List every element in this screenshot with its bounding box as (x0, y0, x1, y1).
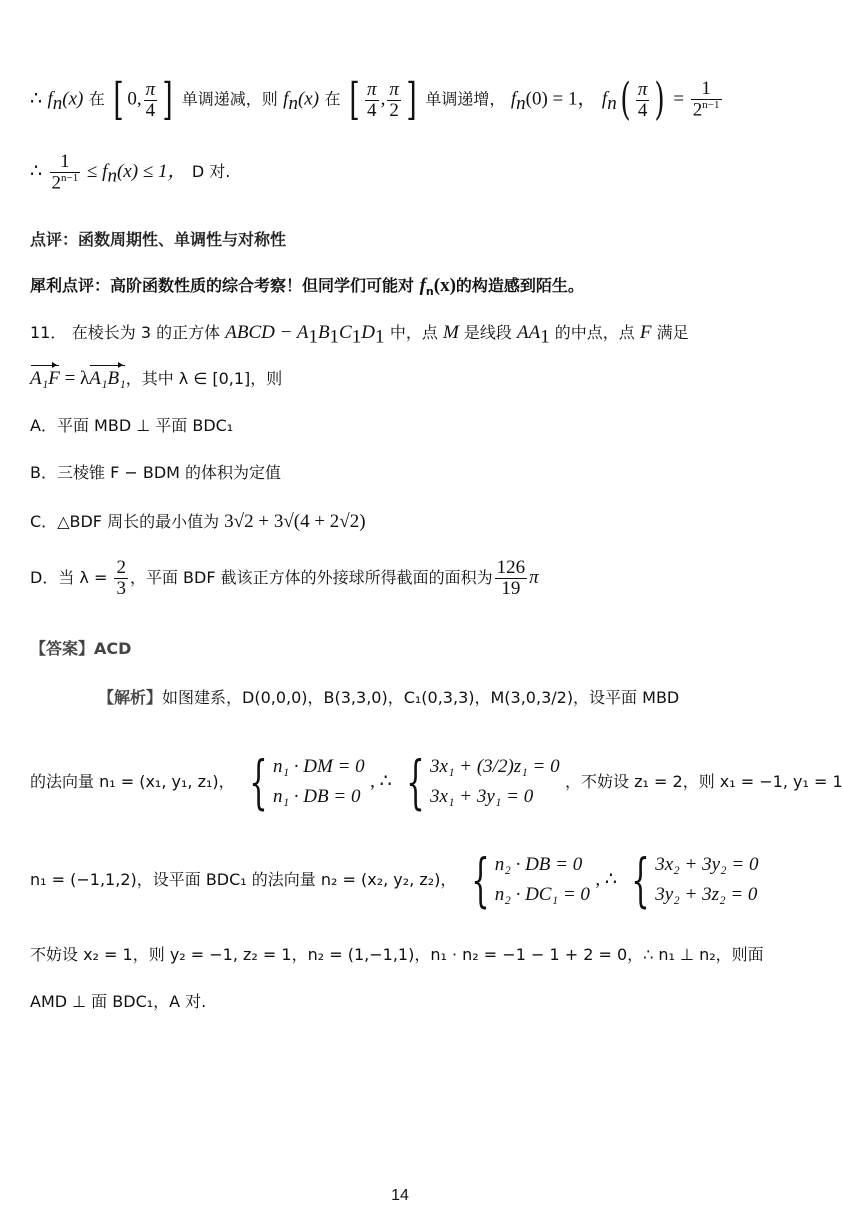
sharp-comment: 犀利点评：高阶函数性质的综合考察！但同学们可能对 $f_n(x)$的构造感到陌生。 (30, 275, 584, 299)
comment-heading: 点评：函数周期性、单调性与对称性 (30, 230, 287, 249)
fraction-pi-over-4: $\frac{\pi}{4}$ (145, 78, 156, 121)
page-number: 14 (391, 1187, 409, 1204)
d-correct-text: D 对. (191, 162, 231, 182)
option-d: D．当 λ = $\frac{2}{3}$ ，平面 BDF 截该正方体的外接球所得截面的面积为 $\frac{126}{19}$ π (30, 557, 539, 599)
answer-label: 【答案】ACD (30, 639, 132, 658)
analysis-line-1: 【解析】如图建系，D(0,0,0)，B(3,3,0)，C₁(0,3,3)，M(3,0,3/2)，设平面 MBD (98, 688, 680, 707)
question-11-line-2: A₁F = λA₁B₁，其中 λ ∈ [0,1]，则 (30, 368, 283, 389)
vector-a1b1: A₁B₁ (89, 368, 126, 389)
question-number: 11． (30, 323, 67, 342)
fraction-2-over-3: $\frac{2}{3}$ (116, 557, 126, 599)
fraction-pi-over-2: $\frac{\pi}{2}$ (389, 78, 399, 121)
analysis-line-2: 的法向量 n₁ = (x₁, y₁, z₁)， { n₁ · DM = 0 n₁ · DB = 0 , ∴ { 3x₁ + (3/2)z₁ = 0 3x₁ + 3y₁ = 0 ，不妨设 z₁ = 2，则 x₁ = −1, y₁ = 1 (30, 748, 843, 817)
fraction-1-over-2-pow: $\frac{1}{2^{n-1}}$ (692, 78, 720, 121)
equation-system-3: n₂ · DB = 0 n₂ · DC₁ = 0 (494, 854, 590, 906)
vector-a1f: A₁F (30, 368, 60, 389)
prev-solution-line-1: ∴ $f_n(x)$ 在 [ 0, $\frac{\pi}{4}$ ] 单调递减，则 $f_n(x)$ 在 [ $\frac{\pi}{4}$ , $\frac{\pi}{2}$ ] 单调递增， $f_n(0) = 1$， $f_n$( $\frac{\pi}{4}$ ) = $\frac{1}{2^{n-1}}$ (30, 74, 720, 125)
equation-system-4: 3x₂ + 3y₂ = 0 3y₂ + 3z₂ = 0 (655, 854, 759, 906)
fraction-1-over-2-pow: $\frac{1}{2^{n-1}}$ (51, 151, 79, 194)
fraction-pi-over-4: $\frac{\pi}{4}$ (367, 78, 377, 121)
analysis-line-3: n₁ = (−1,1,2)，设平面 BDC₁ 的法向量 n₂ = (x₂, y₂, z₂)， { n₂ · DB = 0 n₂ · DC₁ = 0 , ∴ { 3x₂ + 3y₂ = 0 3y₂ + 3z₂ = 0 (30, 846, 759, 915)
option-a: A．平面 MBD ⊥ 平面 BDC₁ (30, 416, 234, 435)
perimeter-formula: 3√2 + 3√(4 + 2√2) (224, 511, 366, 532)
analysis-line-4: 不妨设 x₂ = 1，则 y₂ = −1, z₂ = 1，n₂ = (1,−1,1)，n₁ · n₂ = −1 − 1 + 2 = 0，∴ n₁ ⊥ n₂，则面 (30, 945, 764, 964)
option-b: B．三棱锥 F − BDM 的体积为定值 (30, 463, 282, 482)
question-11-line-1: 11． 在棱长为 3 的正方体 ABCD − $A_1B_1C_1D_1$ 中，点 M 是线段 $AA_1$ 的中点，点 F 满足 (30, 322, 689, 348)
fraction-126-over-19: $\frac{126}{19}$ (496, 557, 526, 599)
equation-system-1: n₁ · DM = 0 n₁ · DB = 0 (272, 756, 365, 808)
prev-solution-line-2: ∴ $\frac{1}{2^{n-1}}$ ≤ $f_n(x) \le 1$， D 对. (30, 151, 231, 194)
analysis-label: 【解析】 (98, 688, 163, 707)
equation-system-2: 3x₁ + (3/2)z₁ = 0 3x₁ + 3y₁ = 0 (430, 756, 560, 808)
fraction-pi-over-4: $\frac{\pi}{4}$ (637, 78, 648, 121)
analysis-line-5: AMD ⊥ 面 BDC₁，A 对. (30, 992, 207, 1011)
option-c: C．△BDF 周长的最小值为 3√2 + 3√(4 + 2√2) (30, 511, 366, 532)
